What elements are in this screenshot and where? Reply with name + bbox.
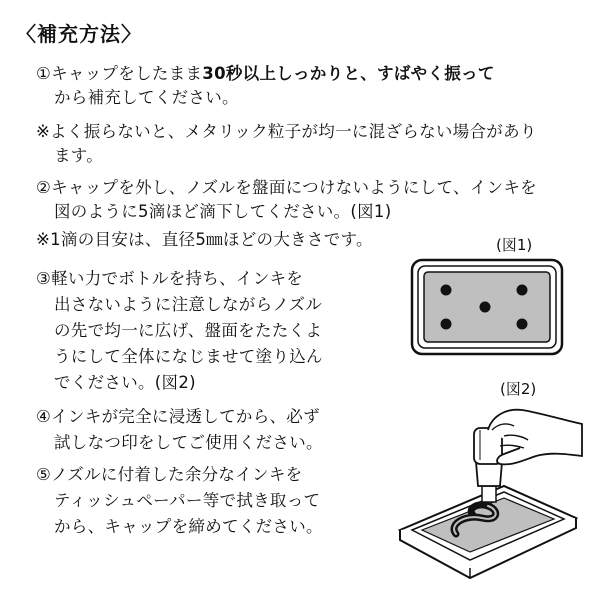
step-2 (36, 176, 537, 224)
step-4 (36, 404, 323, 456)
note-2: ※1滴の目安は、直径5㎜ほどの大きさです。 (36, 230, 373, 249)
step-5-line-2: ティッシュペーパー等で拭き取って (54, 491, 321, 510)
step-1 (36, 62, 495, 110)
step-1-emphasis: 30秒以上しっかりと、すばやく振って (202, 64, 495, 83)
note-1 (36, 120, 537, 168)
step-5-line-1: ⑤ノズルに付着した余分なインキを (36, 465, 303, 484)
step-3-line-1: ③軽い力でボトルを持ち、インキを (36, 269, 304, 288)
step-4-line-1: ④インキが完全に浸透してから、必ず (36, 407, 320, 426)
figure-2-spreading-illustration (396, 400, 586, 590)
step-1-text-a: ①キャップをしたまま (36, 64, 203, 83)
ink-drop (441, 319, 452, 330)
step-2-line-2: 図のように5滴ほど滴下してください。(図1) (54, 202, 392, 221)
step-3-line-4: うにして全体になじませて塗り込ん (54, 347, 323, 366)
note-1-line-2: ます。 (54, 146, 104, 165)
step-2-line-1: ②キャップを外し、ノズルを盤面につけないようにして、インキを (36, 178, 537, 197)
figure-1-label: (図1) (496, 236, 533, 254)
note-1-line-1: ※よく振らないと、メタリック粒子が均一に混ざらない場合があり (36, 122, 537, 141)
step-1-line-2: から補充してください。 (54, 88, 239, 107)
ink-drop (517, 285, 528, 296)
step-4-line-2: 試しなつ印をしてご使用ください。 (54, 433, 323, 452)
step-5 (36, 462, 323, 540)
step-3-line-2: 出さないように注意しながらノズル (54, 295, 323, 314)
figure-1-stamp-pad (410, 258, 570, 358)
step-3-line-5: でください。(図2) (54, 373, 196, 392)
section-title: 〈補充方法〉 (16, 22, 142, 46)
step-3 (36, 266, 323, 396)
step-5-line-3: から、キャップを締めてください。 (54, 517, 323, 536)
ink-drop (441, 285, 452, 296)
step-3-line-3: の先で均一に広げ、盤面をたたくよ (54, 321, 323, 340)
ink-drop (517, 319, 528, 330)
ink-drop (480, 302, 491, 313)
figure-2-label: (図2) (500, 380, 537, 398)
